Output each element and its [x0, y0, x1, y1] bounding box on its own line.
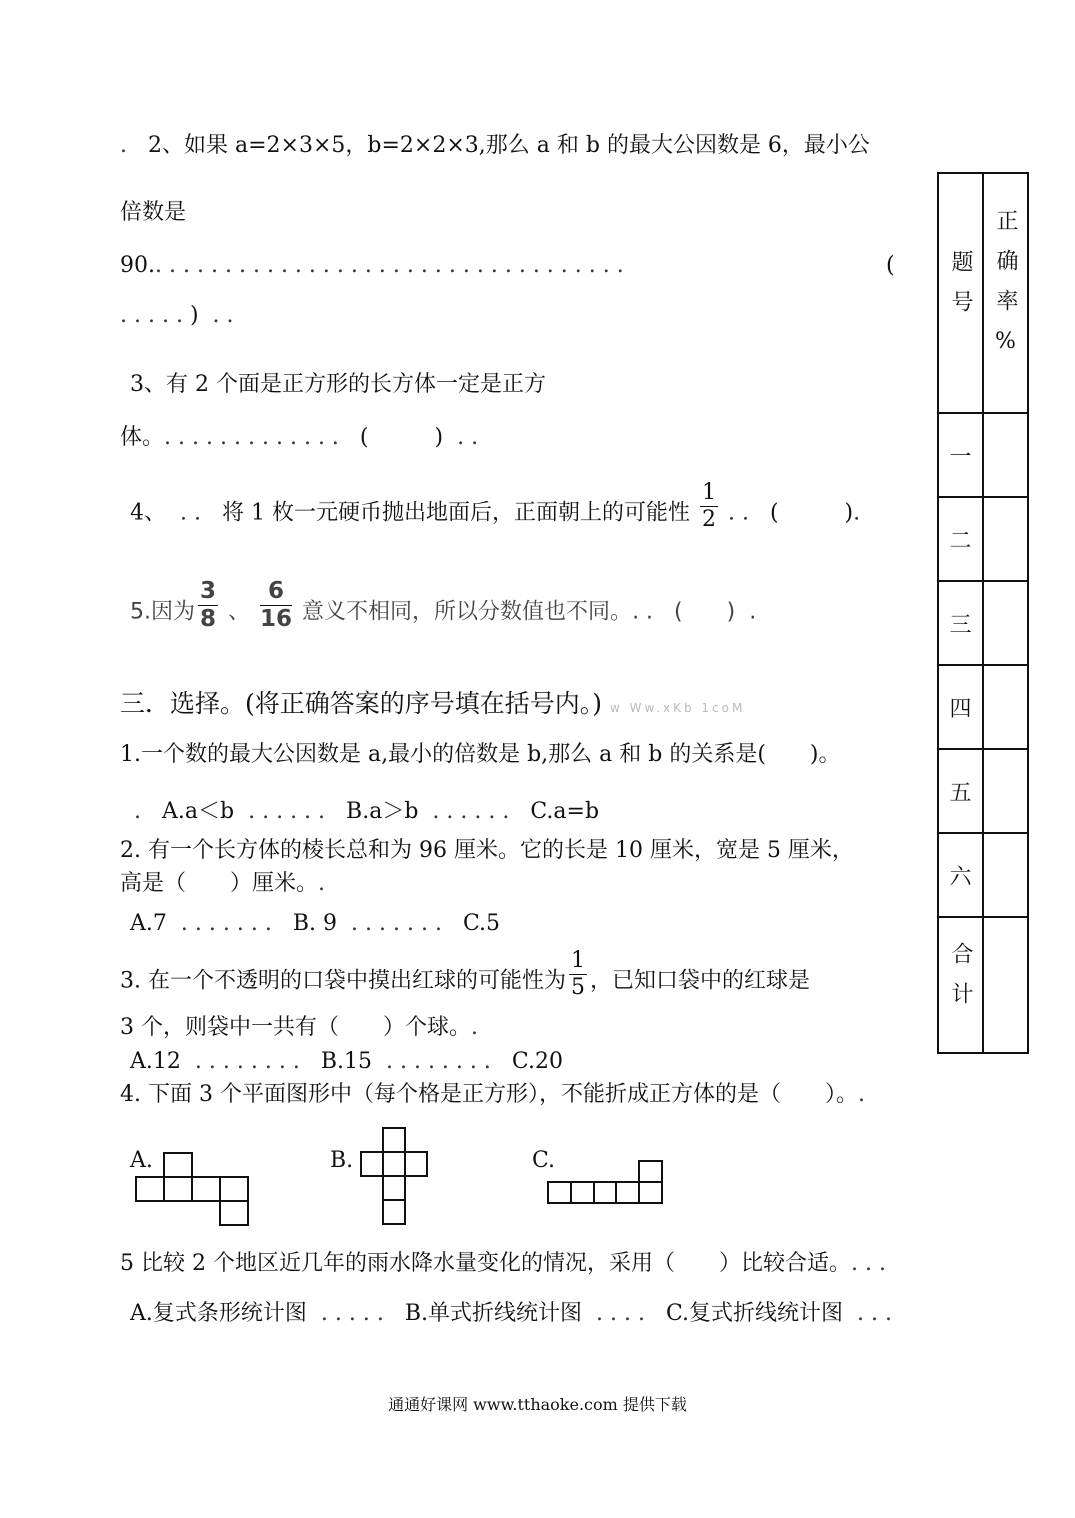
- score-header-accuracy: 正确率%: [983, 173, 1028, 413]
- net-a-figure: [135, 1152, 253, 1228]
- mc-q3-options: A.12 ........ B.15 ........ C.20: [130, 1049, 563, 1074]
- judge-q3-line2: 体。............. ( ) ..: [120, 425, 486, 450]
- footer: 通通好课网 www.tthaoke.com 提供下载: [388, 1395, 687, 1414]
- section3-title: 三．选择。(将正确答案的序号填在括号内。) w Ww.xKb 1coM: [120, 689, 746, 718]
- fraction-three-eighths: $\frac{3}{8}$: [200, 578, 217, 632]
- score-cell-6[interactable]: [983, 833, 1028, 917]
- score-row-1: 一: [938, 413, 1028, 497]
- judge-q2-line3: 90...................................: [120, 253, 631, 278]
- judge-q3-line1: 3、有 2 个面是正方形的长方体一定是正方: [130, 372, 546, 397]
- mc-q5: 5 比较 2 个地区近几年的雨水降水量变化的情况，采用（ ）比较合适。...: [120, 1251, 893, 1276]
- score-row-total: 合计: [938, 917, 1028, 1053]
- net-c-label: C.: [532, 1148, 556, 1173]
- mc-q1: 1.一个数的最大公因数是 a,最小的倍数是 b,那么 a 和 b 的关系是( )。: [120, 742, 841, 767]
- mc-q1-options: . A.a＜b ...... B.a＞b ...... C.a=b: [134, 799, 600, 824]
- score-cell-4[interactable]: [983, 665, 1028, 749]
- judge-q2-paren-open: (: [886, 253, 895, 278]
- score-header-question: 题号: [938, 173, 983, 413]
- judge-q4: 4、 .. 将 1 枚一元硬币抛出地面后，正面朝上的可能性 $\frac{1}{2}$ .. ( ).: [130, 480, 868, 532]
- score-table: [937, 172, 1029, 1054]
- score-cell-5[interactable]: [983, 749, 1028, 833]
- net-b-label: B.: [330, 1148, 354, 1173]
- mc-q2-options: A.7 ....... B. 9 ....... C.5: [130, 911, 500, 936]
- fraction-six-sixteenths: $\frac{6}{16}$: [260, 578, 293, 632]
- mc-q4: 4. 下面 3 个平面图形中（每个格是正方形），不能折成正方体的是（ ）。.: [120, 1082, 872, 1107]
- mc-q5-options: A.复式条形统计图 ..... B.单式折线统计图 .... C.复式折线统计图 ...: [130, 1301, 900, 1326]
- score-cell-3[interactable]: [983, 581, 1028, 665]
- net-c-figure: [547, 1160, 665, 1206]
- net-a-label: A.: [130, 1148, 153, 1173]
- judge-q2-line4: .....) ..: [120, 303, 241, 328]
- fraction-one-half: $\frac{1}{2}$: [701, 480, 716, 532]
- judge-q5: 5.因为 $\frac{3}{8}$ 、 $\frac{6}{16}$ 意义不相同，所以分数值也不同。.. ( ) .: [130, 578, 764, 632]
- score-cell-total[interactable]: [983, 917, 1028, 1053]
- score-row-4: 四: [938, 665, 1028, 749]
- score-row-6: 六: [938, 833, 1028, 917]
- score-cell-2[interactable]: [983, 497, 1028, 581]
- mc-q3-line1: 3. 在一个不透明的口袋中摸出红球的可能性为 $\frac{1}{5}$ ，已知口袋中的红球是: [120, 948, 811, 1000]
- score-row-5: 五: [938, 749, 1028, 833]
- judge-q2-line1: . 2、如果 a=2×3×5，b=2×2×3,那么 a 和 b 的最大公因数是 6，最小公: [120, 133, 870, 158]
- mc-q3-line2: 3 个，则袋中一共有（ ）个球。.: [120, 1015, 485, 1040]
- fraction-one-fifth: $\frac{1}{5}$: [571, 948, 585, 1000]
- watermark: w Ww.xKb 1coM: [609, 701, 746, 715]
- score-cell-1[interactable]: [983, 413, 1028, 497]
- judge-q2-line2: 倍数是: [120, 200, 187, 225]
- score-table-header-row: [938, 173, 1028, 413]
- score-row-3: 三: [938, 581, 1028, 665]
- mc-q2-line1: 2. 有一个长方体的棱长总和为 96 厘米。它的长是 10 厘米，宽是 5 厘米，: [120, 838, 854, 863]
- score-row-2: 二: [938, 497, 1028, 581]
- mc-q2-line2: 高是（ ）厘米。.: [120, 871, 333, 896]
- net-b-figure: [360, 1127, 432, 1227]
